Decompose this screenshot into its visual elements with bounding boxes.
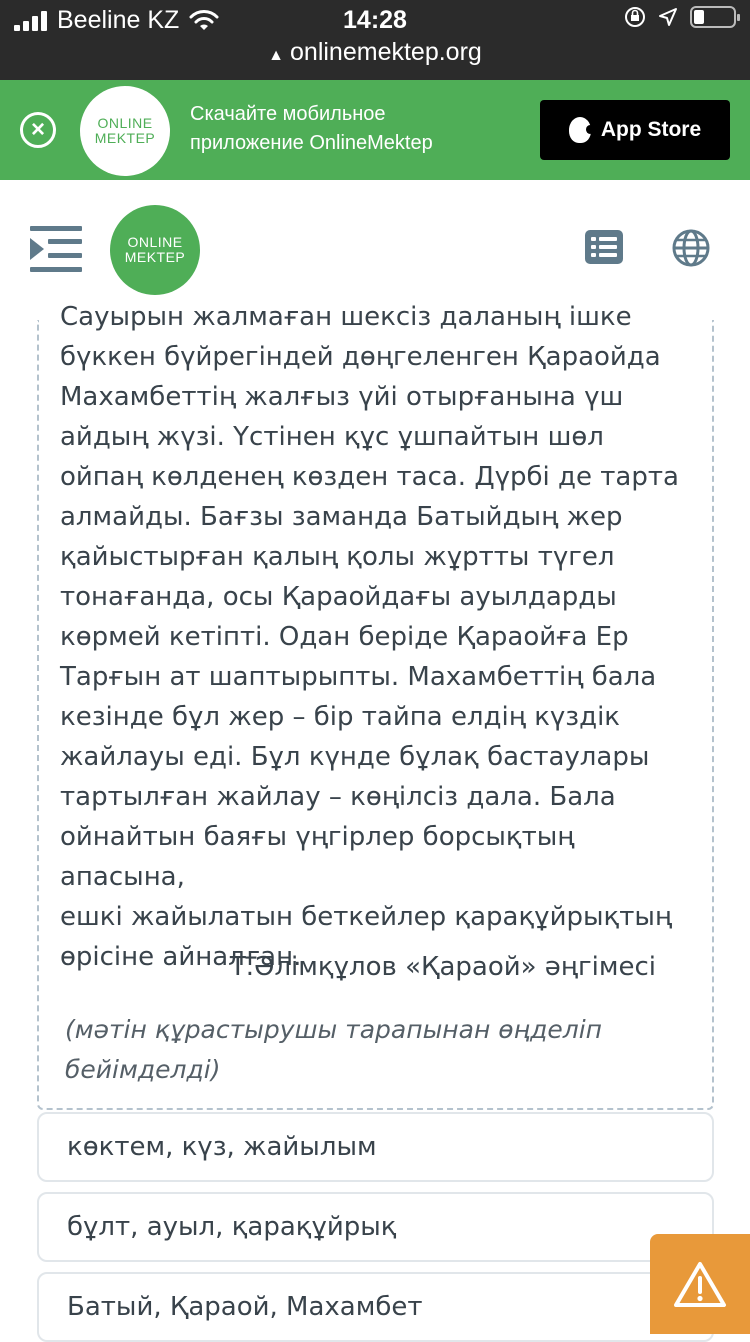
battery-icon [690, 6, 736, 28]
orientation-lock-icon [624, 6, 646, 28]
banner-text-line2: приложение OnlineMektep [190, 132, 433, 154]
passage-line: Сауырын жалмаған шексіз даланың ішке [60, 302, 632, 332]
banner-logo-line2: MEKTEP [94, 130, 156, 146]
status-bar [0, 0, 750, 80]
passage-line: жайлауы еді. Бұл күнде бұлақ бастаулары [60, 742, 650, 772]
passage-attribution: Т.Әлімқұлов «Қараой» әңгімесі [229, 952, 656, 982]
report-problem-button[interactable] [650, 1234, 750, 1334]
site-logo-line2: MEKTEP [124, 249, 186, 265]
app-store-button[interactable] [540, 100, 730, 160]
passage-text [60, 297, 690, 977]
banner-message [190, 100, 433, 158]
passage-line: айдың жүзі. Үстінен құс ұшпайтын шөл [60, 422, 604, 452]
passage-line: көрмей кетіпті. Одан беріде Қараойға Ер [60, 622, 629, 652]
url-text: onlinemektep.org [290, 38, 482, 66]
menu-toggle-icon[interactable] [30, 226, 82, 272]
warning-icon [673, 1260, 727, 1308]
passage-line: өрісіне айналған. [60, 942, 302, 972]
passage-line: тонағанда, осы Қараойдағы ауылдарды [60, 582, 617, 612]
passage-line: ешкі жайылатын беткейлер қарақұйрықтың [60, 902, 673, 932]
passage-line: Махамбеттің жалғыз үйі отырғанына үш [60, 382, 624, 412]
lock-icon: ▲ [268, 47, 285, 64]
passage-line: бүккен бүйрегіндей дөңгеленген Қараойда [60, 342, 661, 372]
apple-icon [569, 117, 591, 143]
close-banner-icon[interactable]: × [20, 112, 56, 148]
site-logo-line1: ONLINE [127, 234, 183, 250]
url-bar[interactable] [0, 38, 750, 67]
passage-line: қайыстырған қалың қолы жұртты түгел [60, 542, 615, 572]
app-store-label: App Store [600, 118, 702, 141]
globe-icon[interactable] [672, 229, 710, 267]
list-icon[interactable] [585, 230, 623, 264]
carrier-name: Beeline KZ [57, 6, 180, 34]
clock: 14:28 [343, 6, 407, 34]
passage-line: алмайды. Бағзы заманда Батыйдың жер [60, 502, 623, 532]
passage-note: (мәтін құрастырушы тарапынан өңделіп бейімделді) [65, 1015, 603, 1084]
answer-option[interactable]: бұлт, ауыл, қарақұйрық [37, 1192, 714, 1262]
passage-line: ойнайтын баяғы үңгірлер борсықтың апасына, [60, 822, 575, 892]
reading-passage [37, 302, 714, 1110]
answer-option[interactable]: Батый, Қараой, Махамбет [37, 1272, 714, 1342]
site-logo[interactable] [110, 205, 200, 295]
location-arrow-icon [658, 7, 678, 27]
passage-line: тартылған жайлау – көңілсіз дала. Бала [60, 782, 616, 812]
banner-text-line1: Скачайте мобильное [190, 103, 386, 125]
status-right [624, 6, 736, 28]
banner-logo-line1: ONLINE [97, 115, 153, 131]
answer-option[interactable]: көктем, күз, жайылым [37, 1112, 714, 1182]
banner-logo [80, 86, 170, 176]
passage-line: кезінде бұл жер – бір тайпа елдің күздік [60, 702, 621, 732]
passage-line: ойпаң көлденең көзден таса. Дүрбі де тарта [60, 462, 679, 492]
passage-line: Тарғын ат шаптырыпты. Махамбеттің бала [60, 662, 657, 692]
app-banner [0, 80, 750, 180]
